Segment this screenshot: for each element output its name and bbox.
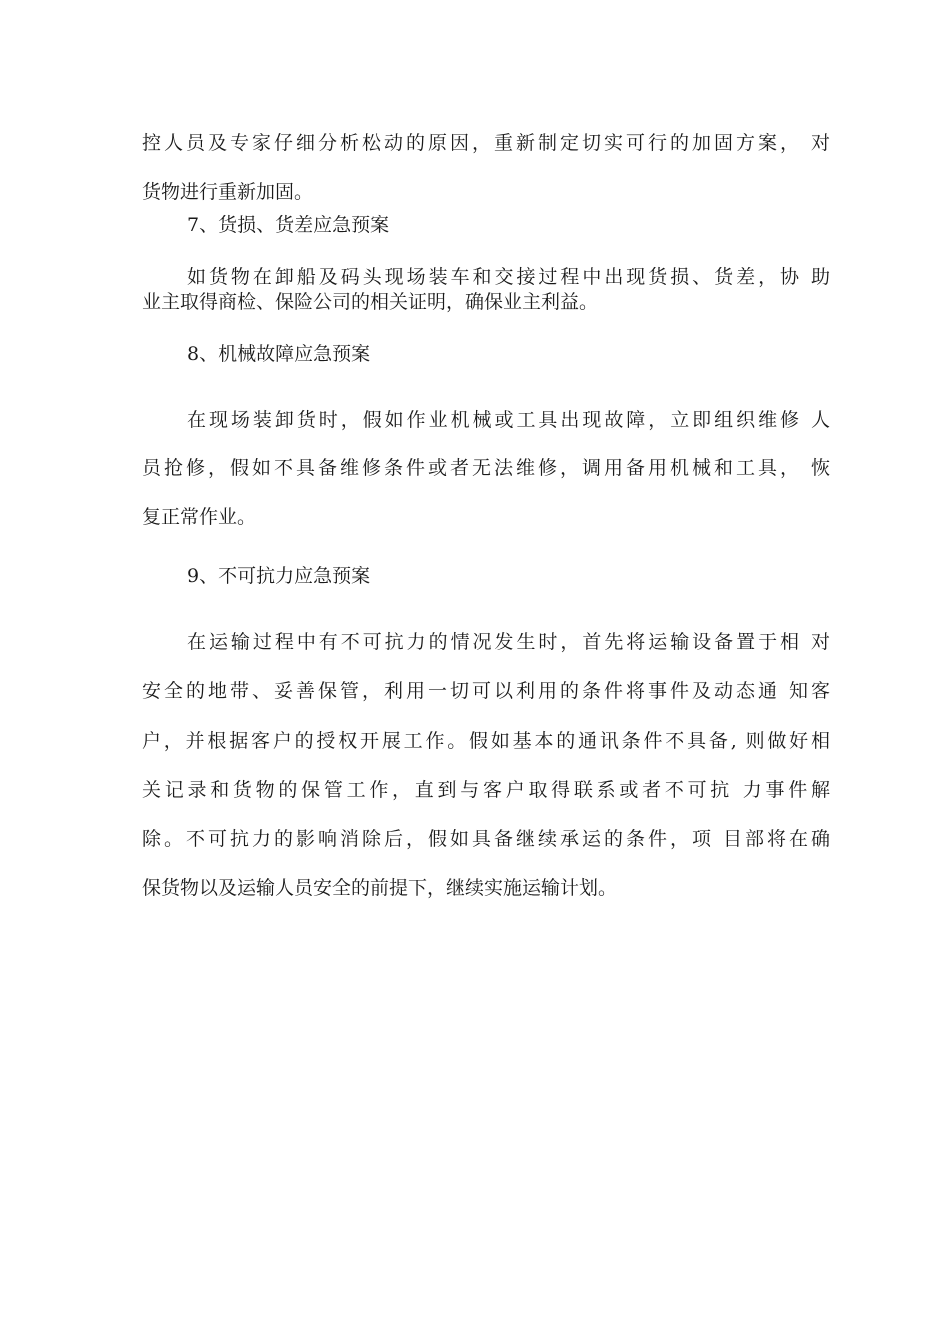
paragraph-line: 在现场装卸货时，假如作业机械或工具出现故障，立即组织维修 人 — [187, 409, 830, 431]
paragraph-line: 复正常作业。 — [142, 506, 257, 528]
paragraph-line: 控人员及专家仔细分析松动的原因，重新制定切实可行的加固方案， 对 — [142, 132, 830, 154]
paragraph-line: 户，并根据客户的授权开展工作。假如基本的通讯条件不具备, 则做好相 — [142, 730, 830, 752]
paragraph-line: 安全的地带、妥善保管，利用一切可以利用的条件将事件及动态通 知客 — [142, 680, 830, 702]
paragraph-line: 关记录和货物的保管工作，直到与客户取得联系或者不可抗 力事件解 — [142, 779, 830, 801]
paragraph-line: 如货物在卸船及码头现场装车和交接过程中出现货损、货差，协 助 — [187, 266, 830, 288]
paragraph-line: 除。不可抗力的影响消除后，假如具备继续承运的条件，项 目部将在确 — [142, 828, 830, 850]
paragraph-line: 在运输过程中有不可抗力的情况发生时，首先将运输设备置于相 对 — [187, 631, 830, 653]
paragraph-line: 员抢修，假如不具备维修条件或者无法维修，调用备用机械和工具， 恢 — [142, 457, 830, 479]
section-heading-9: 9、不可抗力应急预案 — [187, 565, 371, 587]
paragraph-line: 货物进行重新加固。 — [142, 181, 314, 203]
section-heading-8: 8、机械故障应急预案 — [187, 343, 371, 365]
paragraph-line: 保货物以及运输人员安全的前提下，继续实施运输计划。 — [142, 877, 618, 899]
paragraph-line: 业主取得商检、保险公司的相关证明，确保业主利益。 — [142, 291, 599, 313]
section-heading-7: 7、货损、货差应急预案 — [187, 214, 390, 236]
